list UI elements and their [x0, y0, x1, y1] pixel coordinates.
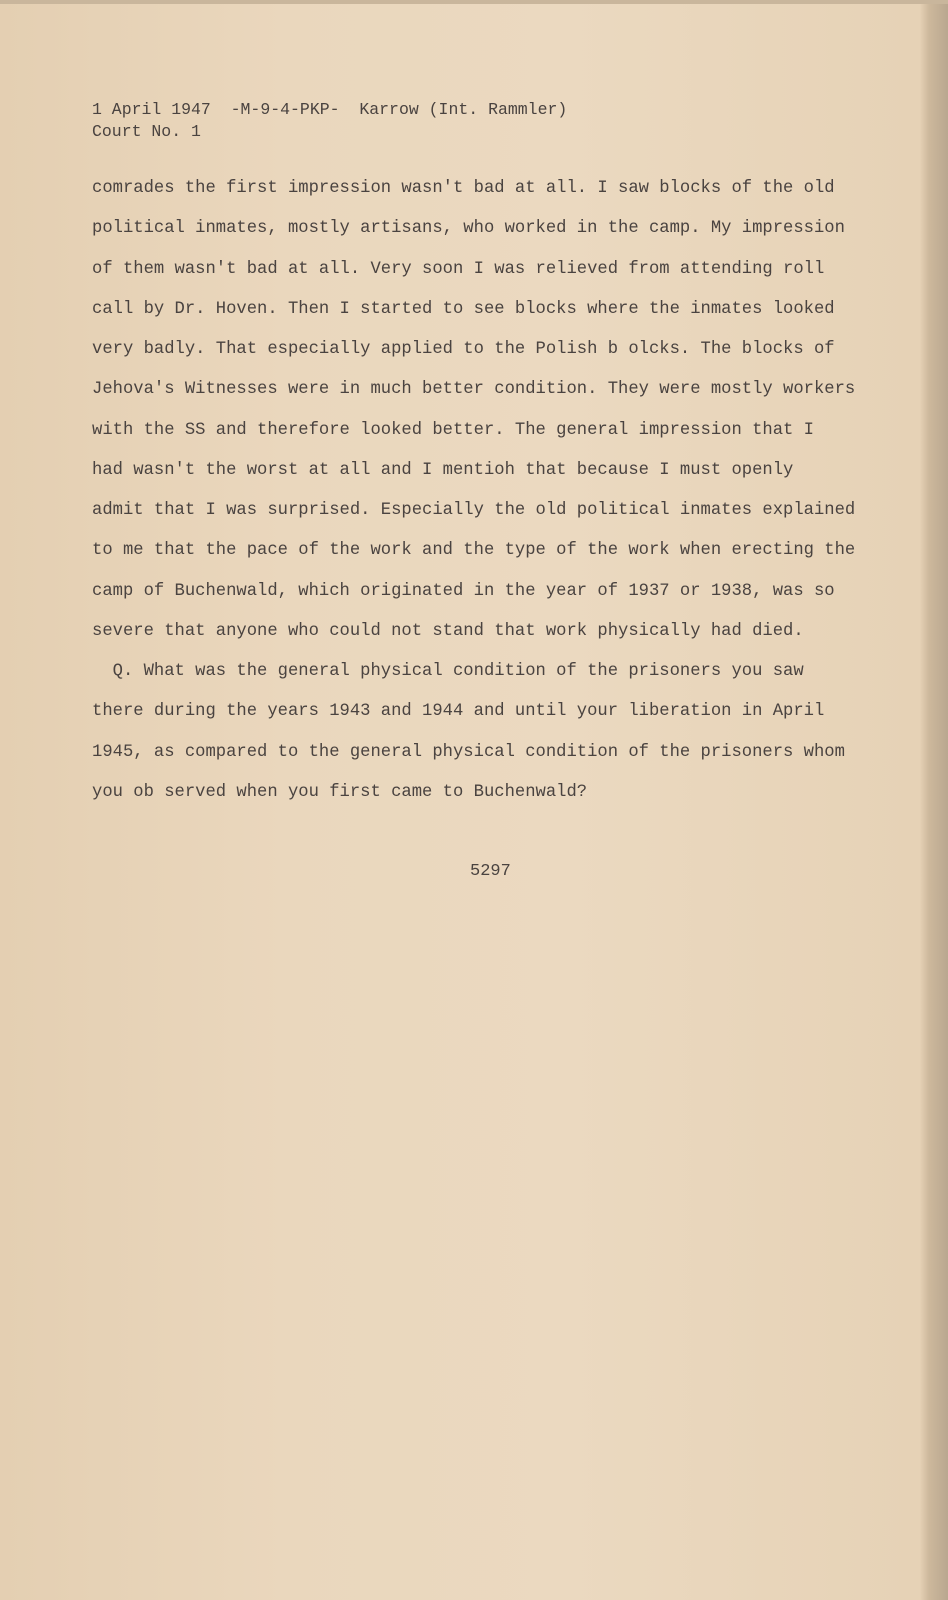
text-line: of them wasn't bad at all. Very soon I was relieved from attending roll	[92, 259, 825, 279]
text-line: there during the years 1943 and 1944 and until your liberation in April	[92, 702, 825, 722]
text-line: to me that the pace of the work and the type of the work when erecting the	[92, 541, 856, 561]
text-line: you ob served when you first came to Buchenwald?	[92, 782, 588, 802]
text-line: severe that anyone who could not stand that work physically had died.	[92, 621, 804, 641]
text-line: with the SS and therefore looked better. The general impression that I	[92, 420, 814, 440]
header-line-court: Court No. 1	[92, 122, 201, 141]
page-top-edge	[0, 0, 948, 4]
text-line: very badly. That especially applied to the Polish b olcks. The blocks of	[92, 340, 835, 359]
text-line: 1945, as compared to the general physical condition of the prisoners whom	[92, 742, 845, 762]
text-line: admit that I was surprised. Especially the old political inmates explained	[92, 501, 856, 520]
text-line: call by Dr. Hoven. Then I started to see blocks where the inmates looked	[92, 299, 835, 319]
text-line: camp of Buchenwald, which originated in the year of 1937 or 1938, was so	[92, 581, 835, 601]
text-line: political inmates, mostly artisans, who worked in the camp. My impression	[92, 219, 845, 239]
header-line-date-case: 1 April 1947 -M-9-4-PKP- Karrow (Int. Rammler)	[92, 100, 568, 119]
text-line: Q. What was the general physical condition of the prisoners you saw	[92, 662, 804, 681]
text-line: Jehova's Witnesses were in much better condition. They were mostly workers	[92, 380, 856, 400]
text-line: had wasn't the worst at all and I mentioh that because I must openly	[92, 460, 794, 480]
text-line: comrades the first impression wasn't bad at all. I saw blocks of the old	[92, 179, 835, 198]
page-number: 5297	[470, 862, 511, 881]
